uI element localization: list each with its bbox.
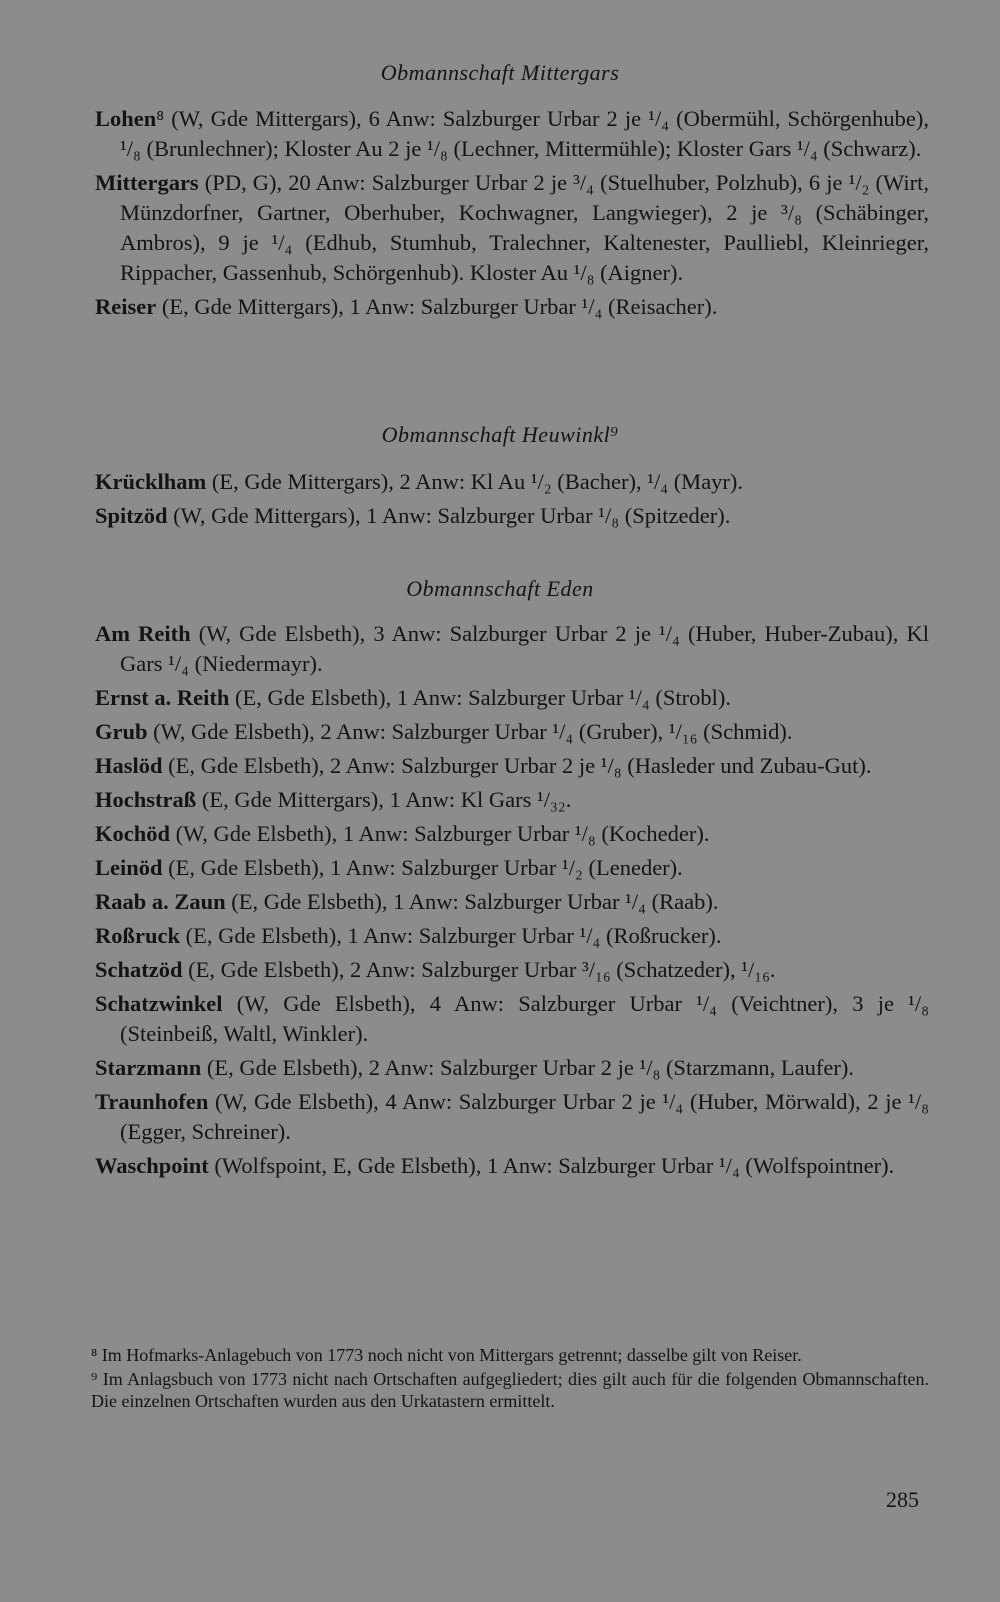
entry-rossruck	[95, 921, 929, 951]
section-mittergars	[95, 104, 929, 322]
entry-starzmann	[95, 1053, 929, 1083]
place-name: Starzmann	[95, 1055, 202, 1080]
section-heading-heuwinkl	[0, 422, 1000, 448]
entry-traunhofen	[95, 1087, 929, 1147]
entry-text: (W, Gde Elsbeth), 4 Anw: Salzburger Urbar ¹/₄ (Veichtner), 3 je ¹/₈ (Steinbeiß, Waltl, Winkler).	[120, 991, 929, 1046]
entry-schatzoed	[95, 955, 929, 985]
entry-text: (E, Gde Elsbeth), 1 Anw: Salzburger Urbar ¹/₂ (Leneder).	[162, 855, 683, 880]
place-name: Raab a. Zaun	[95, 889, 226, 914]
entry-text: (W, Gde Elsbeth), 2 Anw: Salzburger Urbar ¹/₄ (Gruber), ¹/₁₆ (Schmid).	[147, 719, 793, 744]
place-name: Schatzöd	[95, 957, 183, 982]
place-name: Waschpoint	[95, 1153, 209, 1178]
entry-text: (W, Gde Elsbeth), 4 Anw: Salzburger Urbar 2 je ¹/₄ (Huber, Mörwald), 2 je ¹/₈ (Egger, Schreiner).	[120, 1089, 929, 1144]
place-name: Reiser	[95, 294, 157, 319]
section-heading-mittergars	[0, 60, 1000, 86]
entry-text: (E, Gde Elsbeth), 2 Anw: Salzburger Urbar ³/₁₆ (Schatzeder), ¹/₁₆.	[182, 957, 776, 982]
entry-ernst-a-reith	[95, 683, 929, 713]
entry-text: (E, Gde Mittergars), 2 Anw: Kl Au ¹/₂ (Bacher), ¹/₄ (Mayr).	[206, 469, 744, 494]
entry-kruecklham	[95, 467, 929, 497]
entry-text: (Wolfspoint, E, Gde Elsbeth), 1 Anw: Salzburger Urbar ¹/₄ (Wolfspointner).	[208, 1153, 895, 1178]
entry-kochoed	[95, 819, 929, 849]
section-heuwinkl	[95, 467, 929, 531]
entry-text: (E, Gde Elsbeth), 1 Anw: Salzburger Urbar ¹/₄ (Strobl).	[229, 685, 731, 710]
entry-text: (E, Gde Elsbeth), 1 Anw: Salzburger Urbar ¹/₄ (Raab).	[225, 889, 719, 914]
footnote-8: ⁸ Im Hofmarks-Anlagebuch von 1773 noch nicht von Mittergars getrennt; dasselbe gilt von Reiser.	[91, 1345, 802, 1365]
entry-text: (E, Gde Mittergars), 1 Anw: Salzburger Urbar ¹/₄ (Reisacher).	[156, 294, 718, 319]
entry-grub	[95, 717, 929, 747]
entry-text: (E, Gde Elsbeth), 1 Anw: Salzburger Urbar ¹/₄ (Roßrucker).	[180, 923, 722, 948]
footnotes	[91, 1344, 929, 1414]
footnote-mark: ⁸	[156, 106, 165, 131]
entry-hochstrass	[95, 785, 929, 815]
place-name: Spitzöd	[95, 503, 168, 528]
section-heading-text: Obmannschaft Mittergars	[380, 60, 620, 85]
place-name: Mittergars	[95, 170, 199, 195]
place-name: Leinöd	[95, 855, 163, 880]
entry-text: (PD, G), 20 Anw: Salzburger Urbar 2 je ³/₄ (Stuelhuber, Polzhub), 6 je ¹/₂ (Wirt, Münzdorfner, Gartner, Oberhuber, Kochwagner, Langwieger), 2 je ³/₈ (Schäbinger, Ambros), 9 je ¹/₄ (Edhub, Stumhub, Tralechner, Kaltenester, Paulliebl, Kleinrieger, Rippacher, Gassenhub, Schörgenhub). Kloster Au ¹/₈ (Aigner).	[120, 170, 929, 285]
footnote-mark: ⁹	[610, 422, 619, 447]
entry-text: (W, Gde Elsbeth), 3 Anw: Salzburger Urbar 2 je ¹/₄ (Huber, Huber-Zubau), Kl Gars ¹/₄ (Niedermayr).	[120, 621, 929, 676]
entry-waschpoint	[95, 1151, 929, 1181]
section-eden	[95, 619, 929, 1181]
section-heading-text: Obmannschaft Eden	[406, 576, 594, 601]
entry-text: (W, Gde Elsbeth), 1 Anw: Salzburger Urbar ¹/₈ (Kocheder).	[170, 821, 710, 846]
entry-text: (E, Gde Elsbeth), 2 Anw: Salzburger Urbar 2 je ¹/₈ (Starzmann, Laufer).	[201, 1055, 854, 1080]
place-name: Haslöd	[95, 753, 163, 778]
place-name: Grub	[95, 719, 148, 744]
place-name: Schatzwinkel	[95, 991, 223, 1016]
entry-lohen	[95, 104, 929, 164]
entry-raab-a-zaun	[95, 887, 929, 917]
entry-leinoed	[95, 853, 929, 883]
entry-reiser	[95, 292, 929, 322]
place-name: Roßruck	[95, 923, 181, 948]
place-name: Ernst a. Reith	[95, 685, 230, 710]
page-number: 285	[886, 1487, 919, 1512]
entry-text: (E, Gde Mittergars), 1 Anw: Kl Gars ¹/₃₂.	[196, 787, 572, 812]
place-name: Traunhofen	[95, 1089, 209, 1114]
place-name: Krücklham	[95, 469, 207, 494]
footnote-9: ⁹ Im Anlagsbuch von 1773 nicht nach Ortschaften aufgegliedert; dies gilt auch für die folgenden Obmannschaften. Die einzelnen Ortschaften wurden aus den Urkatastern ermittelt.	[91, 1369, 929, 1411]
section-heading-eden	[0, 576, 1000, 602]
section-heading-text: Obmannschaft Heuwinkl	[381, 422, 611, 447]
entry-am-reith	[95, 619, 929, 679]
entry-spitzoed	[95, 501, 929, 531]
entry-text: (W, Gde Mittergars), 1 Anw: Salzburger Urbar ¹/₈ (Spitzeder).	[167, 503, 731, 528]
entry-schatzwinkel	[95, 989, 929, 1049]
place-name: Am Reith	[95, 621, 191, 646]
entry-mittergars	[95, 168, 929, 288]
place-name: Hochstraß	[95, 787, 197, 812]
entry-hasloed	[95, 751, 929, 781]
place-name: Lohen	[95, 106, 157, 131]
place-name: Kochöd	[95, 821, 171, 846]
entry-text: (E, Gde Elsbeth), 2 Anw: Salzburger Urbar 2 je ¹/₈ (Hasleder und Zubau-Gut).	[162, 753, 872, 778]
entry-text: (W, Gde Mittergars), 6 Anw: Salzburger Urbar 2 je ¹/₄ (Obermühl, Schörgenhube), ¹/₈ (Brunlechner); Kloster Au 2 je ¹/₈ (Lechner, Mittermühle); Kloster Gars ¹/₄ (Schwarz).	[120, 106, 929, 161]
